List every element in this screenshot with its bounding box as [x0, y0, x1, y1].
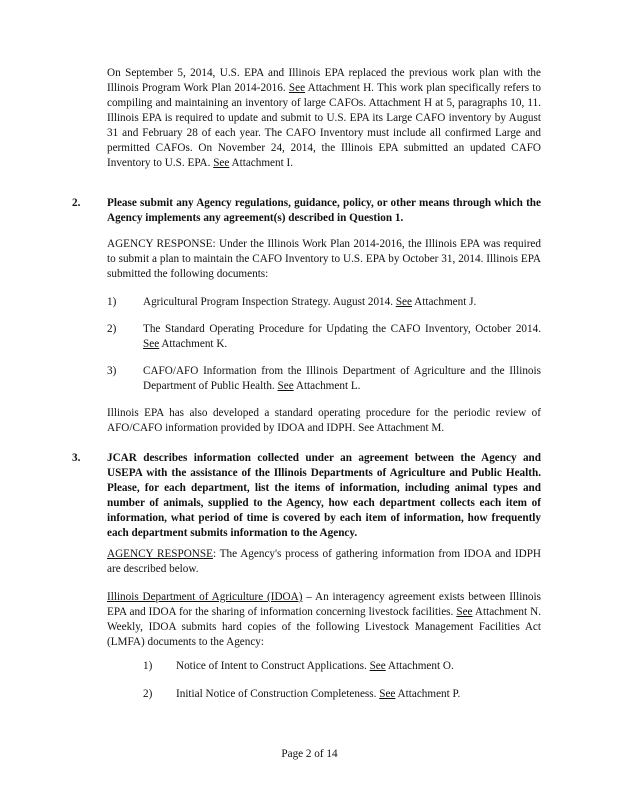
q2-item-2-number: 2): [107, 323, 117, 335]
q3-agency-response: AGENCY RESPONSE: The Agency's process of gathering information from IDOA and IDPH are described below.: [107, 548, 541, 575]
question-2-text: Please submit any Agency regulations, guidance, policy, or other means through which the Agency implements any agreement(s) described in Question 1.: [107, 197, 541, 224]
idoa-heading: Illinois Department of Agriculture (IDOA): [107, 591, 303, 603]
page-number: Page 2 of 14: [281, 748, 338, 760]
intro-paragraph: On September 5, 2014, U.S. EPA and Illinois EPA replaced the previous work plan with the Illinois Program Work Plan 2014-2016. See Attachment H. This work plan specifically refers to compiling and maintaining an inventory of large CAFOs. Attachment H at 5, paragraphs 10, 11. Illinois EPA is required to update and submit to U.S. EPA its Large CAFO inventory by August 31 and February 28 of each year. The CAFO Inventory must include all confirmed Large and permitted CAFOs. On November 24, 2014, the Illinois EPA submitted an updated CAFO Inventory to U.S. EPA. See Attachment I.: [107, 67, 541, 169]
q3-item-1: Notice of Intent to Construct Applications. See Attachment O.: [176, 660, 454, 672]
q3-item-2: Initial Notice of Construction Completeness. See Attachment P.: [176, 688, 461, 700]
question-3-number: 3.: [72, 452, 81, 464]
response-label: AGENCY RESPONSE:: [107, 238, 216, 250]
see-link: See: [213, 157, 230, 169]
question-2-number: 2.: [72, 197, 81, 209]
q2-item-3: CAFO/AFO Information from the Illinois Department of Agriculture and the Illinois Department of Public Health. See Attachment L.: [143, 365, 541, 392]
q2-item-3-number: 3): [107, 365, 117, 377]
q2-closing-paragraph: Illinois EPA has also developed a standard operating procedure for the periodic review of AFO/CAFO information provided by IDOA and IDPH. See Attachment M.: [107, 407, 541, 434]
q3-item-2-number: 2): [143, 688, 153, 700]
q2-agency-response: AGENCY RESPONSE: Under the Illinois Work Plan 2014-2016, the Illinois EPA was required to submit a plan to maintain the CAFO Inventory to U.S. EPA by October 31, 2014. Illinois EPA submitted the following documents:: [107, 238, 541, 280]
q2-item-2: The Standard Operating Procedure for Updating the CAFO Inventory, October 2014. See Attachment K.: [143, 323, 541, 350]
see-link: See: [288, 82, 306, 94]
q2-item-1: Agricultural Program Inspection Strategy. August 2014. See Attachment J.: [143, 296, 477, 308]
q3-item-1-number: 1): [143, 660, 153, 672]
idoa-paragraph: Illinois Department of Agriculture (IDOA) – An interagency agreement exists between Illinois EPA and IDOA for the sharing of information concerning livestock facilities. See Attachment N. Weekly, IDOA submits hard copies of the following Livestock Management Facilities Act (LMFA) documents to the Agency:: [107, 591, 541, 648]
response-label: AGENCY RESPONSE: [107, 548, 213, 560]
q2-item-1-number: 1): [107, 296, 117, 308]
question-3-text: JCAR describes information collected under an agreement between the Agency and USEPA with the assistance of the Illinois Departments of Agriculture and Public Health. Please, for each department, list the items of information, including animal types and number of animals, supplied to the Agency, how each department collects each item of information, what period of time is covered by each item of information, how frequently each department submits information to the Agency.: [107, 452, 541, 539]
